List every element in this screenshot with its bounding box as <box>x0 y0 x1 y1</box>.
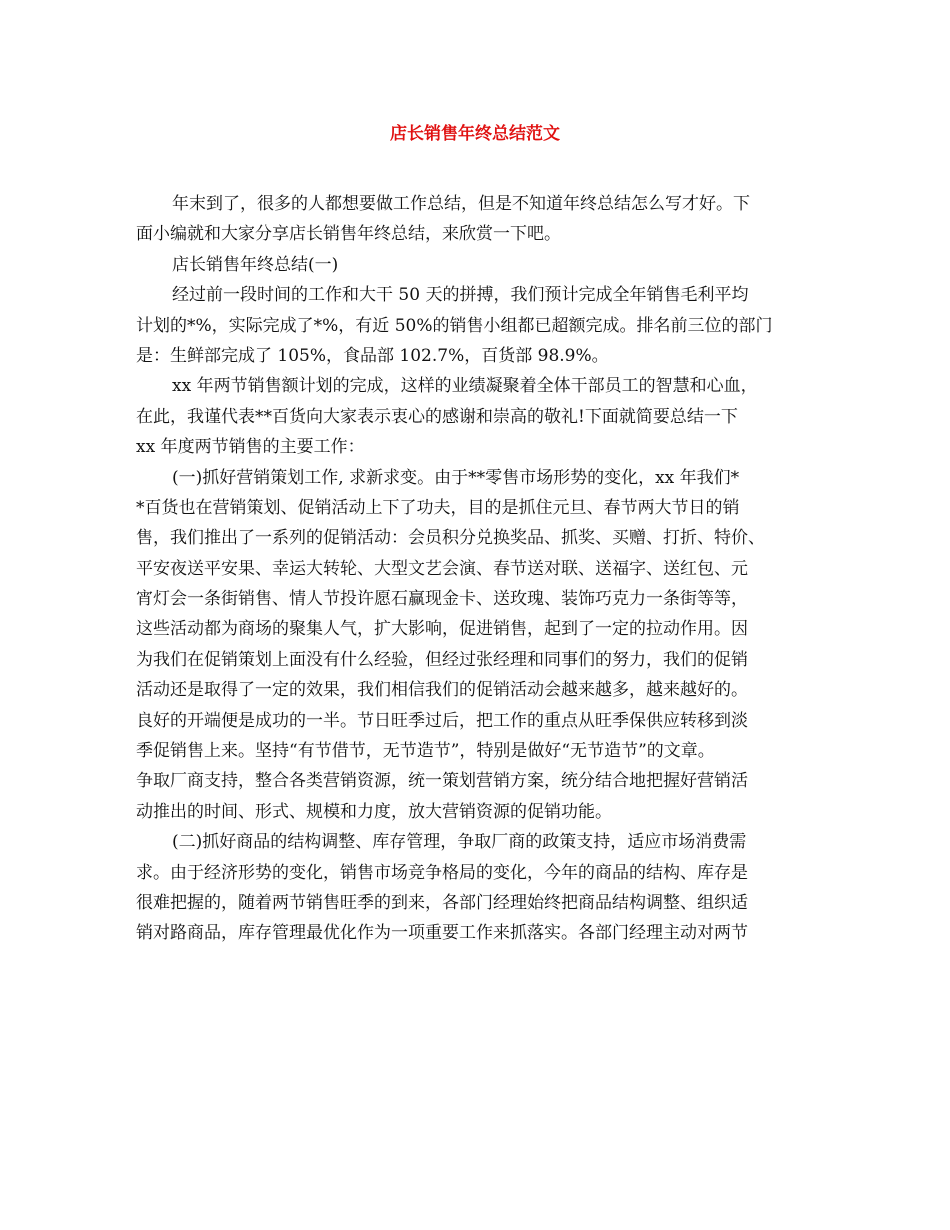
body-line: 平安夜送平安果、幸运大转轮、大型文艺会演、春节送对联、送福字、送红包、元 <box>136 558 748 579</box>
document-title: 店长销售年终总结范文 <box>390 124 560 144</box>
body-line: 很难把握的，随着两节销售旺季的到来，各部门经理始终把商品结构调整、组织适 <box>136 892 748 913</box>
body-line: 求。由于经济形势的变化，销售市场竞争格局的变化，今年的商品的结构、库存是 <box>136 862 748 883</box>
body-line: 经过前一段时间的工作和大干 50 天的拼搏，我们预计完成全年销售毛利平均 <box>172 285 749 306</box>
body-line: 季促销售上来。坚持“有节借节，无节造节”，特别是做好“无节造节”的文章。 <box>136 741 715 762</box>
body-line: 计划的*%，实际完成了*%，有近 50%的销售小组都已超额完成。排名前三位的部门 <box>136 315 773 336</box>
section-heading: 店长销售年终总结(一) <box>172 254 339 275</box>
body-line: 动推出的时间、形式、规模和力度，放大营销资源的促销功能。 <box>136 801 612 822</box>
body-line: 这些活动都为商场的聚集人气，扩大影响，促进销售，起到了一定的拉动作用。因 <box>136 619 748 640</box>
body-line: 面小编就和大家分享店长销售年终总结，来欣赏一下吧。 <box>136 224 561 245</box>
document-body <box>136 189 826 949</box>
body-line: 宵灯会一条街销售、情人节投许愿石赢现金卡、送玫瑰、装饰巧克力一条街等等， <box>136 589 748 610</box>
body-line: (一)抓好营销策划工作, 求新求变。由于**零售市场形势的变化，xx 年我们* <box>172 467 740 488</box>
body-line: *百货也在营销策划、促销活动上下了功夫，目的是抓住元旦、春节两大节日的销 <box>136 497 740 518</box>
body-line: 争取厂商支持，整合各类营销资源，统一策划营销方案，统分结合地把握好营销活 <box>136 771 748 792</box>
body-line: xx 年度两节销售的主要工作： <box>136 437 365 458</box>
body-line: (二)抓好商品的结构调整、库存管理，争取厂商的政策支持，适应市场消费需 <box>172 832 747 853</box>
body-line: 年末到了，很多的人都想要做工作总结，但是不知道年终总结怎么写才好。下 <box>172 194 750 214</box>
body-line: 活动还是取得了一定的效果，我们相信我们的促销活动会越来越多，越来越好的。 <box>136 680 748 701</box>
body-line: 良好的开端便是成功的一半。节日旺季过后，把工作的重点从旺季保供应转移到淡 <box>136 710 748 731</box>
body-line: 为我们在促销策划上面没有什么经验，但经过张经理和同事们的努力，我们的促销 <box>136 649 748 670</box>
body-line: 售，我们推出了一系列的促销活动：会员积分兑换奖品、抓奖、买赠、打折、特价、 <box>136 528 765 549</box>
body-line: 在此，我谨代表**百货向大家表示衷心的感谢和崇高的敬礼!下面就简要总结一下 <box>136 406 738 427</box>
body-line: 销对路商品，库存管理最优化作为一项重要工作来抓落实。各部门经理主动对两节 <box>136 923 748 944</box>
body-line: xx 年两节销售额计划的完成，这样的业绩凝聚着全体干部员工的智慧和心血， <box>172 376 758 397</box>
body-line: 是：生鲜部完成了 105%，食品部 102.7%，百货部 98.9%。 <box>136 345 609 366</box>
